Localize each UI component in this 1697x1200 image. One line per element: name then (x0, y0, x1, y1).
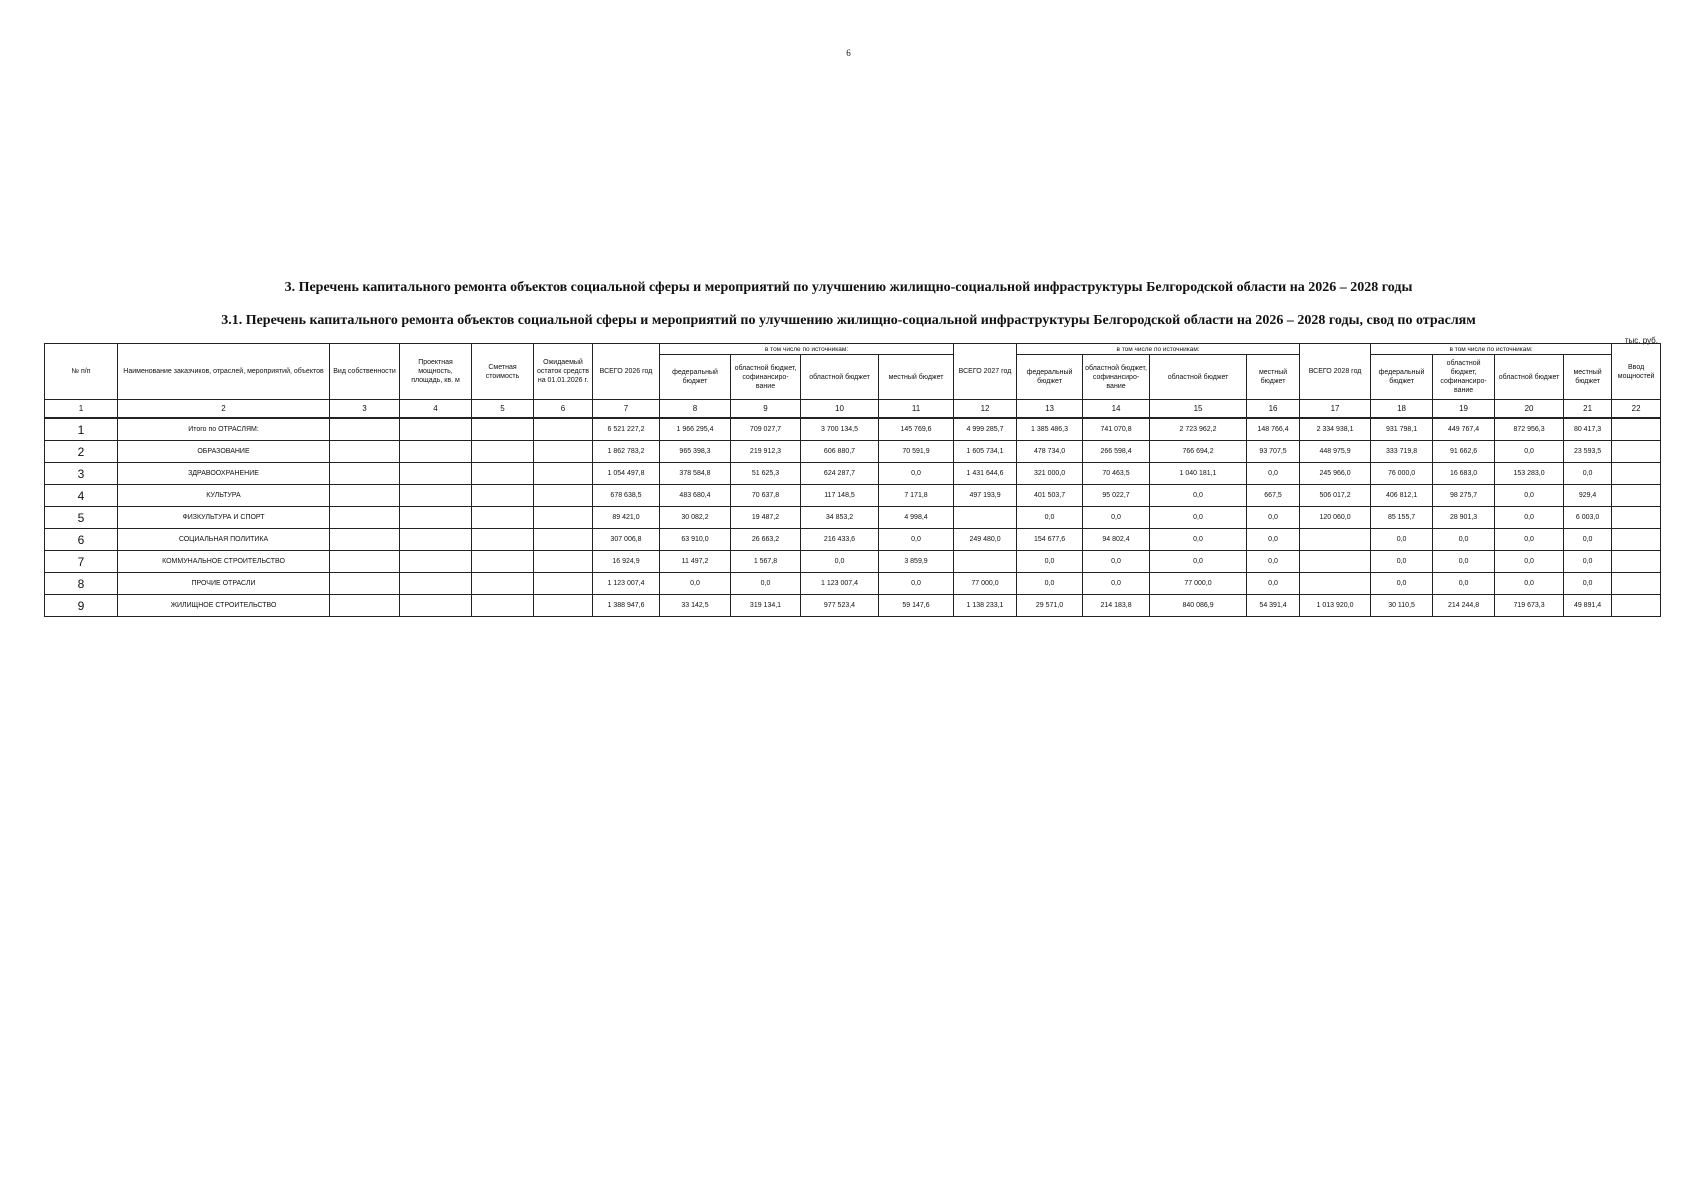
value-cell: 0,0 (1495, 529, 1564, 551)
column-number: 6 (534, 400, 593, 419)
table-row (45, 551, 1661, 573)
value-cell: 1 123 007,4 (593, 573, 660, 595)
column-number: 5 (472, 400, 534, 419)
value-cell: 6 003,0 (1564, 507, 1612, 529)
value-cell: 6 521 227,2 (593, 418, 660, 441)
value-cell: 94 802,4 (1083, 529, 1150, 551)
commissioning-cell (1612, 485, 1661, 507)
value-cell: 4 999 285,7 (954, 418, 1017, 441)
value-cell: 4 998,4 (879, 507, 954, 529)
empty-cell (330, 441, 400, 463)
value-cell: 1 013 920,0 (1300, 595, 1371, 617)
empty-cell (330, 551, 400, 573)
value-cell: 0,0 (801, 551, 879, 573)
value-cell: 91 662,6 (1433, 441, 1495, 463)
value-cell: 3 700 134,5 (801, 418, 879, 441)
value-cell: 0,0 (1017, 573, 1083, 595)
header-no: № п/п (45, 344, 118, 400)
empty-cell (330, 463, 400, 485)
value-cell: 0,0 (1150, 551, 1247, 573)
commissioning-cell (1612, 463, 1661, 485)
value-cell: 70 463,5 (1083, 463, 1150, 485)
value-cell: 1 054 497,8 (593, 463, 660, 485)
value-cell: 0,0 (1247, 573, 1300, 595)
commissioning-cell (1612, 595, 1661, 617)
row-name: Итого по ОТРАСЛЯМ: (118, 418, 330, 441)
header-remaining: Ожидаемый остаток средств на 01.01.2026 г. (534, 344, 593, 400)
value-cell: 965 398,3 (660, 441, 731, 463)
row-name: ЖИЛИЩНОЕ СТРОИТЕЛЬСТВО (118, 595, 330, 617)
table-row (45, 441, 1661, 463)
empty-cell (472, 418, 534, 441)
header-regional-cofin-2028: областной бюджет, софинансиро-вание (1433, 355, 1495, 400)
summary-table (44, 343, 1661, 617)
row-number: 7 (45, 551, 118, 573)
table-body (45, 400, 1661, 617)
empty-cell (472, 595, 534, 617)
value-cell (1300, 529, 1371, 551)
empty-cell (472, 573, 534, 595)
table-row (45, 463, 1661, 485)
row-name: ОБРАЗОВАНИЕ (118, 441, 330, 463)
value-cell: 0,0 (1433, 529, 1495, 551)
value-cell: 219 912,3 (731, 441, 801, 463)
value-cell: 249 480,0 (954, 529, 1017, 551)
value-cell: 0,0 (1150, 529, 1247, 551)
empty-cell (400, 595, 472, 617)
value-cell: 1 605 734,1 (954, 441, 1017, 463)
value-cell: 319 134,1 (731, 595, 801, 617)
column-number: 10 (801, 400, 879, 419)
column-number-row (45, 400, 1661, 419)
value-cell: 483 680,4 (660, 485, 731, 507)
document-subtitle: 3.1. Перечень капитального ремонта объектов социальной сферы и мероприятий по улучшению жилищно-социальной инфраструктуры Белгородской области на 2026 – 2028 годы, свод по отраслям (221, 313, 1476, 328)
value-cell: 153 283,0 (1495, 463, 1564, 485)
value-cell: 98 275,7 (1433, 485, 1495, 507)
value-cell: 3 859,9 (879, 551, 954, 573)
value-cell: 33 142,5 (660, 595, 731, 617)
value-cell: 0,0 (1564, 573, 1612, 595)
value-cell: 1 138 233,1 (954, 595, 1017, 617)
commissioning-cell (1612, 529, 1661, 551)
row-name: СОЦИАЛЬНАЯ ПОЛИТИКА (118, 529, 330, 551)
value-cell: 0,0 (1083, 507, 1150, 529)
value-cell: 80 417,3 (1564, 418, 1612, 441)
value-cell: 7 171,8 (879, 485, 954, 507)
value-cell: 624 287,7 (801, 463, 879, 485)
table-row (45, 485, 1661, 507)
value-cell: 26 663,2 (731, 529, 801, 551)
value-cell: 77 000,0 (954, 573, 1017, 595)
column-number: 12 (954, 400, 1017, 419)
value-cell: 0,0 (1247, 551, 1300, 573)
value-cell: 321 000,0 (1017, 463, 1083, 485)
column-number: 14 (1083, 400, 1150, 419)
value-cell: 1 040 181,1 (1150, 463, 1247, 485)
empty-cell (400, 551, 472, 573)
column-number: 16 (1247, 400, 1300, 419)
row-name: ПРОЧИЕ ОТРАСЛИ (118, 573, 330, 595)
column-number: 18 (1371, 400, 1433, 419)
empty-cell (330, 573, 400, 595)
value-cell: 245 966,0 (1300, 463, 1371, 485)
header-local-2026: местный бюджет (879, 355, 954, 400)
value-cell: 0,0 (1495, 573, 1564, 595)
value-cell: 606 880,7 (801, 441, 879, 463)
value-cell: 0,0 (879, 529, 954, 551)
value-cell: 0,0 (1150, 507, 1247, 529)
header-federal-2027: федеральный бюджет (1017, 355, 1083, 400)
empty-cell (472, 463, 534, 485)
value-cell: 333 719,8 (1371, 441, 1433, 463)
header-ownership: Вид собственности (330, 344, 400, 400)
value-cell: 0,0 (660, 573, 731, 595)
empty-cell (330, 485, 400, 507)
value-cell: 0,0 (1247, 507, 1300, 529)
value-cell: 307 006,8 (593, 529, 660, 551)
value-cell: 741 070,8 (1083, 418, 1150, 441)
value-cell: 49 891,4 (1564, 595, 1612, 617)
value-cell: 0,0 (879, 573, 954, 595)
value-cell: 63 910,0 (660, 529, 731, 551)
value-cell: 0,0 (1371, 573, 1433, 595)
value-cell: 478 734,0 (1017, 441, 1083, 463)
value-cell: 1 385 486,3 (1017, 418, 1083, 441)
empty-cell (534, 529, 593, 551)
header-name: Наименование заказчиков, отраслей, мероприятий, объектов (118, 344, 330, 400)
value-cell: 76 000,0 (1371, 463, 1433, 485)
value-cell: 89 421,0 (593, 507, 660, 529)
empty-cell (534, 441, 593, 463)
empty-cell (472, 507, 534, 529)
value-cell: 16 683,0 (1433, 463, 1495, 485)
table-row (45, 529, 1661, 551)
header-sources-2028: в том числе по источникам: (1371, 344, 1612, 355)
header-regional-cofin-2027: областной бюджет, софинансиро-вание (1083, 355, 1150, 400)
commissioning-cell (1612, 507, 1661, 529)
value-cell: 0,0 (1247, 463, 1300, 485)
value-cell: 93 707,5 (1247, 441, 1300, 463)
column-number: 4 (400, 400, 472, 419)
value-cell: 0,0 (1433, 551, 1495, 573)
value-cell: 448 975,9 (1300, 441, 1371, 463)
units-label: тыс. руб. (1624, 336, 1658, 345)
value-cell: 34 853,2 (801, 507, 879, 529)
value-cell: 0,0 (1017, 551, 1083, 573)
value-cell: 1 862 783,2 (593, 441, 660, 463)
value-cell: 28 901,3 (1433, 507, 1495, 529)
row-number: 4 (45, 485, 118, 507)
value-cell: 266 598,4 (1083, 441, 1150, 463)
column-number: 11 (879, 400, 954, 419)
table-row (45, 595, 1661, 617)
value-cell: 120 060,0 (1300, 507, 1371, 529)
empty-cell (400, 573, 472, 595)
empty-cell (534, 573, 593, 595)
row-name: ЗДРАВООХРАНЕНИЕ (118, 463, 330, 485)
value-cell: 51 625,3 (731, 463, 801, 485)
document-title: 3. Перечень капитального ремонта объектов социальной сферы и мероприятий по улучшению жилищно-социальной инфраструктуры Белгородской области на 2026 – 2028 годы (284, 280, 1413, 295)
value-cell: 840 086,9 (1150, 595, 1247, 617)
value-cell: 95 022,7 (1083, 485, 1150, 507)
value-cell: 931 798,1 (1371, 418, 1433, 441)
commissioning-cell (1612, 441, 1661, 463)
table-row (45, 507, 1661, 529)
value-cell: 709 027,7 (731, 418, 801, 441)
commissioning-cell (1612, 418, 1661, 441)
value-cell (954, 507, 1017, 529)
column-number: 21 (1564, 400, 1612, 419)
empty-cell (330, 418, 400, 441)
value-cell: 0,0 (1083, 573, 1150, 595)
value-cell: 497 193,9 (954, 485, 1017, 507)
value-cell: 929,4 (1564, 485, 1612, 507)
column-number: 3 (330, 400, 400, 419)
table-row (45, 573, 1661, 595)
value-cell: 216 433,6 (801, 529, 879, 551)
empty-cell (400, 441, 472, 463)
value-cell: 16 924,9 (593, 551, 660, 573)
empty-cell (400, 507, 472, 529)
value-cell: 1 431 644,6 (954, 463, 1017, 485)
column-number: 15 (1150, 400, 1247, 419)
value-cell: 2 723 962,2 (1150, 418, 1247, 441)
header-total-2026: ВСЕГО 2026 год (593, 344, 660, 400)
column-number: 1 (45, 400, 118, 419)
column-number: 9 (731, 400, 801, 419)
empty-cell (330, 507, 400, 529)
value-cell: 0,0 (1433, 573, 1495, 595)
column-number: 2 (118, 400, 330, 419)
value-cell: 1 567,8 (731, 551, 801, 573)
row-name: ФИЗКУЛЬТУРА И СПОРТ (118, 507, 330, 529)
value-cell: 54 391,4 (1247, 595, 1300, 617)
empty-cell (534, 507, 593, 529)
value-cell: 145 769,6 (879, 418, 954, 441)
header-federal-2026: федеральный бюджет (660, 355, 731, 400)
header-total-2028: ВСЕГО 2028 год (1300, 344, 1371, 400)
value-cell: 0,0 (1495, 507, 1564, 529)
empty-cell (534, 551, 593, 573)
row-number: 3 (45, 463, 118, 485)
column-number: 19 (1433, 400, 1495, 419)
header-regional-2026: областной бюджет (801, 355, 879, 400)
empty-cell (534, 418, 593, 441)
value-cell: 506 017,2 (1300, 485, 1371, 507)
header-local-2027: местный бюджет (1247, 355, 1300, 400)
value-cell: 1 388 947,6 (593, 595, 660, 617)
column-number: 13 (1017, 400, 1083, 419)
value-cell: 0,0 (1371, 551, 1433, 573)
value-cell: 406 812,1 (1371, 485, 1433, 507)
value-cell: 0,0 (731, 573, 801, 595)
empty-cell (534, 485, 593, 507)
row-number: 2 (45, 441, 118, 463)
value-cell (1300, 573, 1371, 595)
empty-cell (400, 485, 472, 507)
value-cell: 0,0 (1495, 485, 1564, 507)
column-number: 20 (1495, 400, 1564, 419)
empty-cell (534, 595, 593, 617)
value-cell: 30 082,2 (660, 507, 731, 529)
value-cell: 23 593,5 (1564, 441, 1612, 463)
value-cell: 77 000,0 (1150, 573, 1247, 595)
header-regional-2027: областной бюджет (1150, 355, 1247, 400)
value-cell: 214 244,8 (1433, 595, 1495, 617)
value-cell: 0,0 (1495, 441, 1564, 463)
header-commissioning: Ввод мощностей (1612, 344, 1661, 400)
header-regional-cofin-2026: областной бюджет, софинансиро-вание (731, 355, 801, 400)
value-cell: 70 637,8 (731, 485, 801, 507)
value-cell: 0,0 (1150, 485, 1247, 507)
header-regional-2028: областной бюджет (1495, 355, 1564, 400)
value-cell: 30 110,5 (1371, 595, 1433, 617)
column-number: 7 (593, 400, 660, 419)
value-cell: 214 183,8 (1083, 595, 1150, 617)
row-number: 8 (45, 573, 118, 595)
header-capacity: Проектная мощность, площадь, кв. м (400, 344, 472, 400)
column-number: 8 (660, 400, 731, 419)
commissioning-cell (1612, 551, 1661, 573)
row-number: 5 (45, 507, 118, 529)
value-cell: 0,0 (1371, 529, 1433, 551)
column-number: 17 (1300, 400, 1371, 419)
empty-cell (330, 595, 400, 617)
empty-cell (472, 441, 534, 463)
value-cell: 401 503,7 (1017, 485, 1083, 507)
empty-cell (472, 485, 534, 507)
value-cell: 11 497,2 (660, 551, 731, 573)
header-total-2027: ВСЕГО 2027 год (954, 344, 1017, 400)
row-name: КОММУНАЛЬНОЕ СТРОИТЕЛЬСТВО (118, 551, 330, 573)
value-cell: 29 571,0 (1017, 595, 1083, 617)
empty-cell (400, 529, 472, 551)
empty-cell (534, 463, 593, 485)
value-cell: 0,0 (1564, 529, 1612, 551)
header-sources-2027: в том числе по источникам: (1017, 344, 1300, 355)
value-cell: 0,0 (1247, 529, 1300, 551)
row-name: КУЛЬТУРА (118, 485, 330, 507)
value-cell: 85 155,7 (1371, 507, 1433, 529)
value-cell: 2 334 938,1 (1300, 418, 1371, 441)
value-cell: 154 677,6 (1017, 529, 1083, 551)
value-cell: 0,0 (879, 463, 954, 485)
empty-cell (330, 529, 400, 551)
row-number: 9 (45, 595, 118, 617)
value-cell: 1 123 007,4 (801, 573, 879, 595)
value-cell: 1 966 295,4 (660, 418, 731, 441)
value-cell: 0,0 (1017, 507, 1083, 529)
row-number: 6 (45, 529, 118, 551)
value-cell: 977 523,4 (801, 595, 879, 617)
value-cell: 719 673,3 (1495, 595, 1564, 617)
empty-cell (472, 529, 534, 551)
value-cell: 667,5 (1247, 485, 1300, 507)
value-cell: 678 638,5 (593, 485, 660, 507)
value-cell: 378 584,8 (660, 463, 731, 485)
row-number: 1 (45, 418, 118, 441)
column-number: 22 (1612, 400, 1661, 419)
value-cell: 0,0 (1564, 463, 1612, 485)
page-number: 6 (846, 48, 851, 58)
value-cell: 0,0 (1495, 551, 1564, 573)
value-cell (954, 551, 1017, 573)
value-cell: 70 591,9 (879, 441, 954, 463)
table-row (45, 418, 1661, 441)
header-federal-2028: федеральный бюджет (1371, 355, 1433, 400)
header-estimate: Сметная стоимость (472, 344, 534, 400)
value-cell: 766 694,2 (1150, 441, 1247, 463)
value-cell: 0,0 (1083, 551, 1150, 573)
empty-cell (400, 418, 472, 441)
header-local-2028: местный бюджет (1564, 355, 1612, 400)
empty-cell (400, 463, 472, 485)
value-cell: 117 148,5 (801, 485, 879, 507)
value-cell: 19 487,2 (731, 507, 801, 529)
empty-cell (472, 551, 534, 573)
value-cell: 148 766,4 (1247, 418, 1300, 441)
header-sources-2026: в том числе по источникам: (660, 344, 954, 355)
commissioning-cell (1612, 573, 1661, 595)
value-cell: 872 956,3 (1495, 418, 1564, 441)
value-cell: 0,0 (1564, 551, 1612, 573)
value-cell: 449 767,4 (1433, 418, 1495, 441)
value-cell: 59 147,6 (879, 595, 954, 617)
value-cell (1300, 551, 1371, 573)
